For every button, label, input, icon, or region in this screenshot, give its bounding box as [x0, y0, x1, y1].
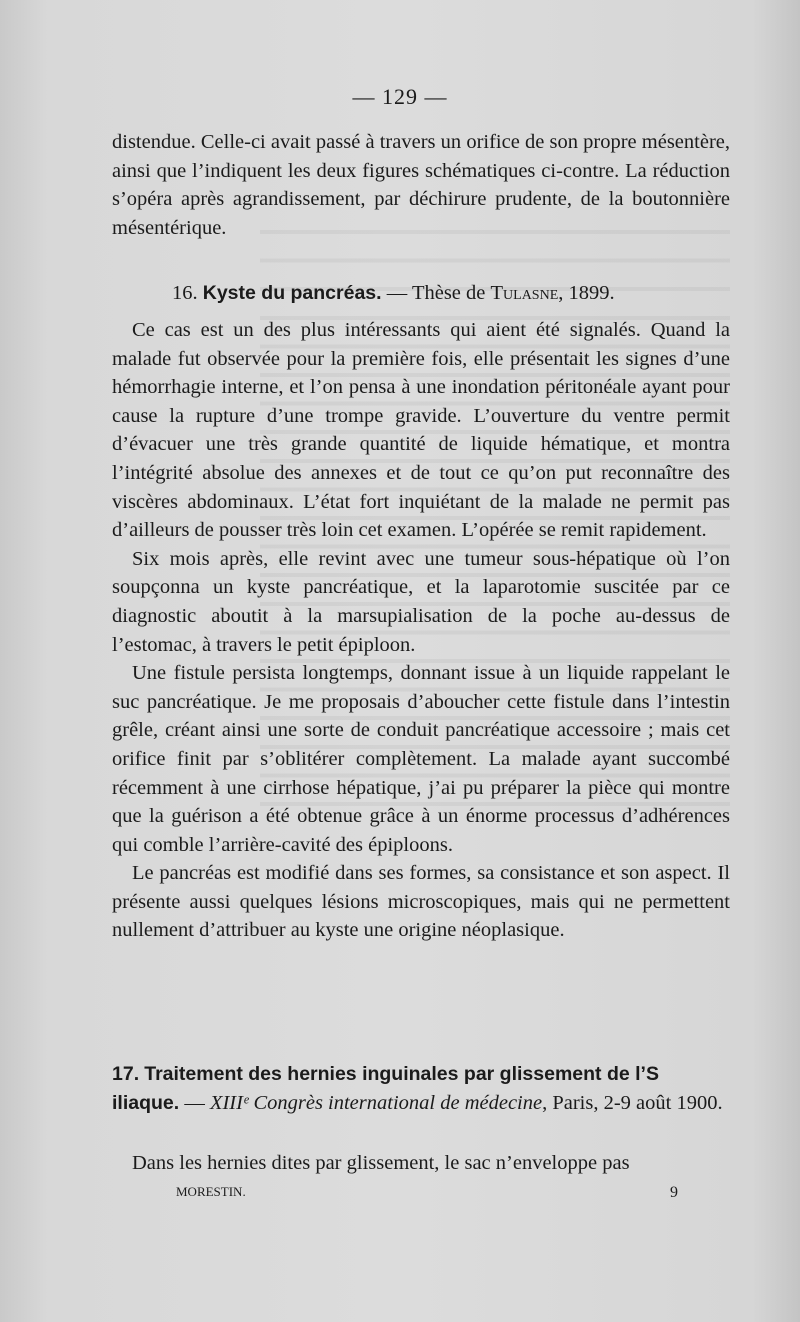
- section-16-ref-prefix: — Thèse de: [381, 282, 491, 304]
- section-16-title: Kyste du pancréas.: [202, 282, 382, 304]
- section-16-paragraph-2: Six mois après, elle revint avec une tumeur sous-hépatique où l’on soupçonna un kyste pancréatique, et la laparotomie suscitée par ce diagnostic aboutit à la marsupialisation de la poche au-dessus de l’estomac, à travers le petit épiploon.: [112, 547, 730, 656]
- intro-paragraph: [112, 128, 730, 242]
- section-17-ref-suffix: , Paris, 2-9 août 1900.: [542, 1091, 723, 1114]
- section-17-ref-congress: XIIIᵉ Congrès international de médecine: [209, 1091, 543, 1114]
- section-17-paragraph-1: Dans les hernies dites par glissement, le sac n’enveloppe pas: [132, 1152, 630, 1174]
- section-16-paragraph-3: Une fistule persista longtemps, donnant issue à un liquide rappelant le suc pancréatique. Je me proposais d’aboucher cette fistule dans l’intestin grêle, créant ainsi une sorte de conduit pancréatique accessoire ; mais cet orifice finit par s’oblitérer complètement. La malade ayant succombé récemment à une cirrhose hépatique, j’ai pu préparer la pièce qui montre que la guérison a été obtenue grâce à un énorme processus d’adhérences qui comble l’arrière-cavité des épiploons.: [112, 662, 730, 856]
- footer-signature: MORESTIN.: [176, 1184, 246, 1199]
- section-16-number: 16.: [172, 282, 198, 304]
- intro-text: distendue. Celle-ci avait passé à travers un orifice de son propre mésentère, ainsi que l’indiquent les deux figures schématiques ci-contre. La réduction s’opéra après agrandissement, par déchirure prudente, de la boutonnière mésentérique.: [112, 131, 730, 239]
- section-16-ref-suffix: , 1899.: [558, 282, 615, 304]
- page-number: — 129 —: [352, 84, 448, 109]
- section-17-heading: [112, 1060, 730, 1117]
- section-17-number: 17.: [112, 1063, 140, 1085]
- section-16-body: [112, 316, 730, 945]
- section-16-paragraph-4: Le pancréas est modifié dans ses formes, sa consistance et son aspect. Il présente aussi quelques lésions microscopiques, mais qui ne permettent nullement d’attribuer au kyste une origine néoplasique.: [112, 862, 730, 942]
- page-footer: [176, 1184, 678, 1202]
- section-17-title: Traitement des hernies inguinales par glissement de l’S iliaque.: [112, 1063, 659, 1114]
- footer-sheet-number: 9: [670, 1184, 678, 1201]
- section-16-paragraph-1: Ce cas est un des plus intéressants qui aient été signalés. Quand la malade fut observée pour la première fois, elle présentait les signes d’une hémorrhagie interne, et l’on pensa à une inondation péritonéale ayant pour cause la rupture d’une trompe gravide. L’ouverture du ventre permit d’évacuer une très grande quantité de liquide hématique, et montra l’intégrité absolue des annexes et de tout ce qu’on put reconnaître des viscères abdominaux. L’état fort inquiétant de la malade ne permit pas d’ailleurs de pousser très loin cet examen. L’opérée se remit rapidement.: [112, 319, 730, 542]
- section-16-ref-author: Tulasne: [490, 282, 559, 304]
- section-16-heading: [172, 279, 732, 308]
- section-17-ref-prefix: —: [179, 1091, 210, 1114]
- section-17-body: [112, 1149, 730, 1178]
